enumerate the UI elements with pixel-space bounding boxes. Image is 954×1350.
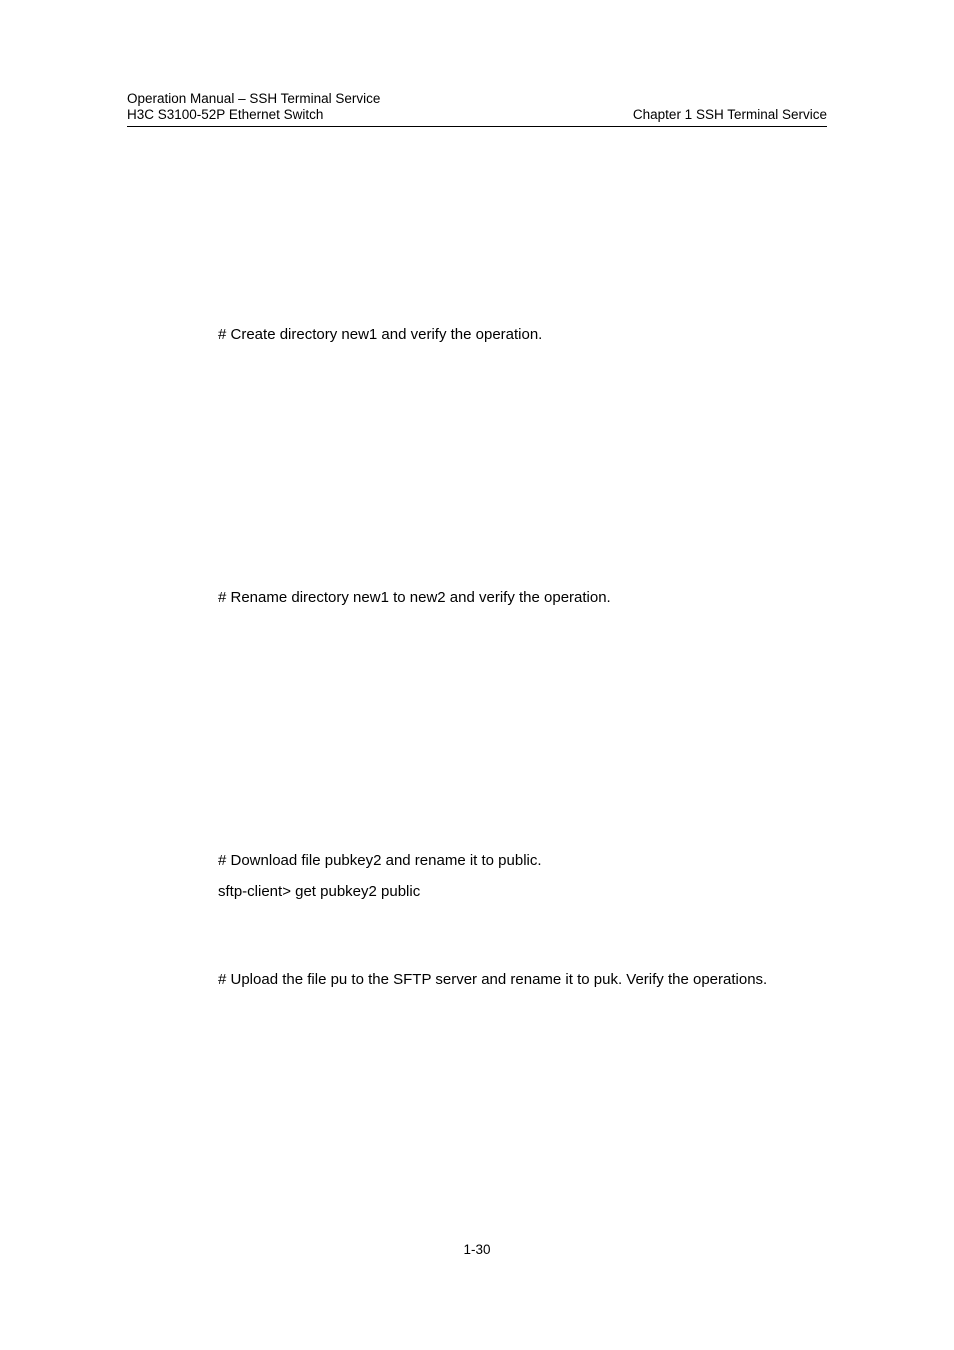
step-rename-directory: # Rename directory new1 to new2 and verify the operation. [218, 589, 611, 606]
manual-title: Operation Manual – SSH Terminal Service [127, 91, 381, 106]
step-create-directory: # Create directory new1 and verify the operation. [218, 326, 543, 343]
chapter-title: Chapter 1 SSH Terminal Service [632, 107, 827, 122]
header-left [127, 91, 380, 123]
page-header [127, 90, 827, 127]
product-name: H3C S3100-52P Ethernet Switch [127, 107, 324, 122]
command-get: sftp-client> get pubkey2 public [218, 883, 421, 900]
step-download-file: # Download file pubkey2 and rename it to public. [218, 852, 542, 869]
step-upload-file: # Upload the file pu to the SFTP server and rename it to puk. Verify the operations. [218, 971, 768, 988]
page-number: 1-30 [463, 1242, 491, 1257]
